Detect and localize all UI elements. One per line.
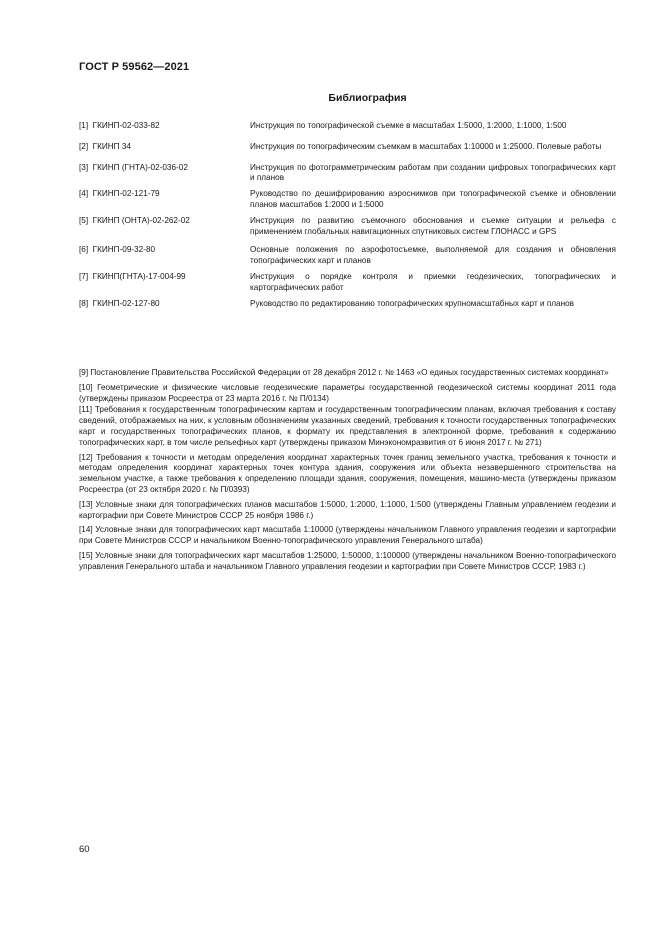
note-item: [13] Условные знаки для топографических планов масштабов 1:5000, 1:2000, 1:1000, 1:500 (утверждены Главным управлением геодезии и картографии при Совете Министров СССР 25 ноября 1986 г.)	[79, 499, 616, 520]
reference-number: [8]	[79, 298, 89, 308]
note-item: [10] Геометрические и физические числовые геодезические параметры государственной геодезической системы координат 2011 года (утверждены приказом Росреестра от 23 марта 2016 г. № П/0134)	[79, 382, 616, 403]
reference-code: ГКИНП (ГНТА)-02-036-02	[92, 162, 188, 172]
reference-number: [3]	[79, 162, 89, 172]
reference-description: Инструкция по фотограмметрическим работам при создании цифровых топографических карт и планов	[250, 162, 616, 183]
reference-description: Инструкция по топографической съемке в масштабах 1:5000, 1:2000, 1:1000, 1:500	[250, 121, 567, 130]
note-item: [9] Постановление Правительства Российской Федерации от 28 декабря 2012 г. № 1463 «О единых государственных системах координат»	[79, 368, 609, 377]
reference-number: [2]	[79, 141, 89, 151]
section-title: Библиография	[328, 92, 407, 104]
reference-description: Инструкция по развитию съемочного обоснования и съемке ситуации и рельефа с применением глобальных навигационных спутниковых систем ГЛОНАСС и GPS	[250, 215, 616, 236]
reference-number-code	[79, 216, 250, 238]
reference-row	[79, 163, 616, 185]
bibliography-notes	[79, 368, 616, 573]
document-standard-header: ГОСТ Р 59562—2021	[79, 61, 190, 73]
reference-description: Руководство по дешифрированию аэроснимков при топографической съемке и обновлении планов масштабов 1:2000 и 1:5000	[250, 189, 616, 209]
reference-description: Основные положения по аэрофотосъемке, выполняемой для создания и обновления топографических карт и планов	[250, 245, 616, 266]
reference-row	[79, 142, 616, 153]
reference-code: ГКИНП(ГНТА)-17-004-99	[92, 271, 186, 281]
note-item: [14] Условные знаки для топографических карт масштаба 1:10000 (утверждены начальником Главного управления геодезии и картографии при Совете Министров СССР и начальником Военно-топографического управления Генерального штаба)	[79, 525, 616, 546]
reference-number-code	[79, 245, 250, 267]
note-item: [12] Требования к точности и методам определения координат характерных точек границ земельного участка, требования к точности и методам определения координат характерных точек контура здания, сооружения или объекта незавершенного строительства на земельном участке, а также требования к определению площади здания, сооружения, помещения, машино-места (утверждены приказом Росреестра (от 23 октября 2020 г. № П/0393)	[79, 452, 616, 494]
reference-table	[79, 121, 616, 309]
reference-code: ГКИНП-02-121-79	[92, 189, 160, 199]
reference-description: Инструкция о порядке контроля и приемки геодезических, топографических и картографических работ	[250, 271, 616, 292]
reference-row	[79, 245, 616, 267]
reference-code: ГКИНП 34	[92, 141, 131, 151]
reference-number: [4]	[79, 189, 89, 199]
note-item: [15] Условные знаки для топографических карт масштабов 1:25000, 1:50000, 1:100000 (утверждены начальником Военно-топографического управления Генерального штаба и начальником Главного управления геодезии и картографии при Совете Министров СССР, 1983 г.)	[79, 550, 616, 571]
note-item: [11] Требования к государственным топографическим картам и государственным топографическим планам, включая требования к составу сведений, отображаемых на них, к условным обозначениям указанных сведений, требования к точности государственных топографических карт и государственных топографических планов, к формату их представления в электронной форме, требования к содержанию топографических карт, в том числе рельефных карт (утверждены приказом Минэкономразвития от 6 июня 2017 г. № 271)	[79, 405, 616, 447]
reference-row	[79, 299, 616, 310]
reference-description: Руководство по редактированию топографических крупномасштабных карт и планов	[250, 298, 575, 308]
reference-number-code	[79, 121, 250, 132]
reference-row	[79, 121, 616, 132]
reference-row	[79, 189, 616, 211]
reference-number-code	[79, 272, 250, 294]
reference-number: [6]	[79, 245, 89, 255]
reference-code: ГКИНП (ОНТА)-02-262-02	[92, 215, 190, 225]
page-number: 60	[79, 844, 90, 855]
reference-code: ГКИНП-09-32-80	[92, 245, 156, 255]
reference-row	[79, 272, 616, 294]
reference-description: Инструкция по топографическим съемкам в масштабах 1:10000 и 1:25000. Полевые работы	[250, 141, 602, 151]
reference-number: [1]	[79, 121, 89, 130]
reference-number: [5]	[79, 215, 89, 225]
reference-code: ГКИНП-02-127-80	[92, 298, 160, 308]
reference-number-code	[79, 299, 250, 310]
reference-row	[79, 216, 616, 238]
reference-number: [7]	[79, 271, 89, 281]
reference-code: ГКИНП-02-033-82	[92, 121, 160, 130]
reference-number-code	[79, 163, 250, 185]
reference-number-code	[79, 189, 250, 211]
reference-number-code	[79, 142, 250, 153]
